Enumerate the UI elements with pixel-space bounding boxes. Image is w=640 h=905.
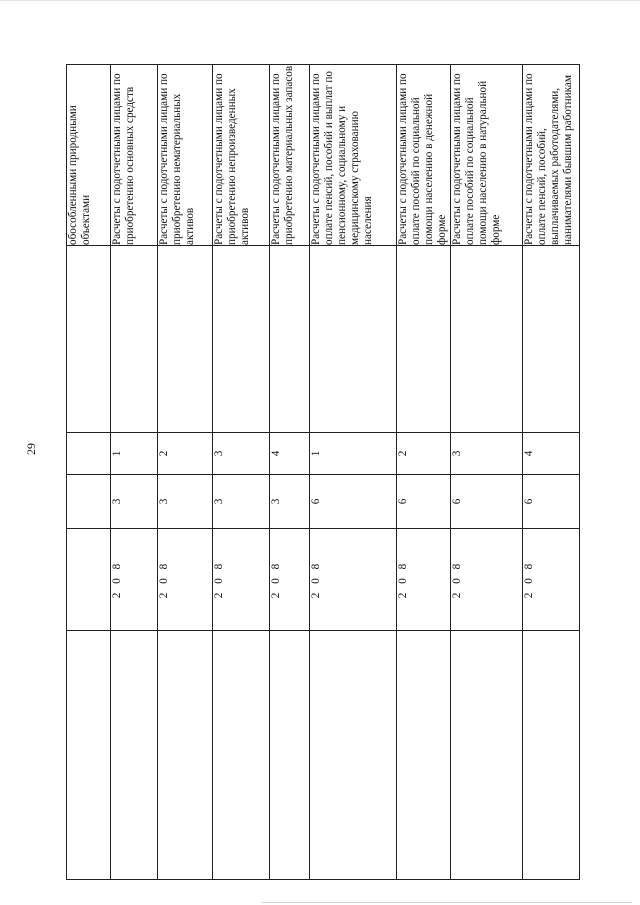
table-row: [213, 65, 270, 880]
account-cell: [158, 529, 213, 631]
account-description: Расчеты с подотчетными лицами по оплате пособий по социальной помощи населению в натуральной форме: [451, 73, 502, 245]
table-row: [111, 65, 158, 880]
blank-cell: [451, 631, 523, 880]
account-cell: [270, 529, 310, 631]
account-description: обособленными природными объектами: [67, 105, 92, 245]
account-description: Расчеты с подотчетными лицами по приобретению непроизведенных активов: [213, 73, 251, 245]
blank-cell: [270, 631, 310, 880]
account-cell: [111, 529, 158, 631]
table-row: [451, 65, 523, 880]
description-cell: [523, 65, 580, 246]
account-code: 2 0 8: [213, 560, 225, 599]
table-row: [310, 65, 397, 880]
account-code: 2 0 8: [270, 560, 282, 599]
blank-cell: [111, 631, 158, 880]
type-code-cell: 2: [158, 433, 213, 475]
blank-cell: [523, 246, 580, 433]
blank-cell: [67, 631, 111, 880]
group-code-cell: 6: [310, 475, 397, 529]
blank-cell: [310, 246, 397, 433]
account-cell: [451, 529, 523, 631]
description-cell: [158, 65, 213, 246]
blank-cell: [451, 246, 523, 433]
blank-cell: [397, 631, 451, 880]
type-code-cell: 4: [270, 433, 310, 475]
type-code-cell: 2: [397, 433, 451, 475]
type-code-cell: 3: [213, 433, 270, 475]
accounts-table: [66, 64, 580, 880]
type-code-cell: [67, 433, 111, 475]
blank-cell: [158, 631, 213, 880]
account-cell: [523, 529, 580, 631]
account-code: 2 0 8: [523, 560, 535, 599]
type-code-cell: 1: [111, 433, 158, 475]
description-cell: [270, 65, 310, 246]
account-description: Расчеты с подотчетными лицами по приобретению материальных запасов: [270, 65, 295, 245]
table-row: [158, 65, 213, 880]
account-cell: [213, 529, 270, 631]
group-code-cell: 6: [523, 475, 580, 529]
account-cell: [310, 529, 397, 631]
account-description: Расчеты с подотчетными лицами по оплате пособий по социальной помощи населению в денежной форме: [397, 73, 448, 245]
group-code-cell: 3: [111, 475, 158, 529]
page-number: 29: [24, 443, 38, 455]
type-code-cell: 3: [451, 433, 523, 475]
scan-edge-bottom: [262, 902, 632, 903]
account-description: Расчеты с подотчетными лицами по оплате пенсий, пособий, выплачиваемых работодателями, нанимателями бывшим работникам: [523, 73, 574, 245]
account-code: 2 0 8: [451, 560, 463, 599]
account-cell: [67, 529, 111, 631]
description-cell: [111, 65, 158, 246]
account-description: Расчеты с подотчетными лицами по приобретению нематериальных активов: [158, 73, 196, 245]
blank-cell: [310, 631, 397, 880]
blank-cell: [397, 246, 451, 433]
group-code-cell: 6: [397, 475, 451, 529]
account-code: 2 0 8: [397, 560, 409, 599]
account-cell: [397, 529, 451, 631]
description-cell: [397, 65, 451, 246]
group-code-cell: 6: [451, 475, 523, 529]
description-cell: [310, 65, 397, 246]
scan-edge-top: [0, 0, 640, 1]
type-code-cell: 1: [310, 433, 397, 475]
account-code: 2 0 8: [158, 560, 170, 599]
table-row: [67, 65, 111, 880]
type-code-cell: 4: [523, 433, 580, 475]
blank-cell: [213, 631, 270, 880]
table-row: [523, 65, 580, 880]
account-code: 2 0 8: [111, 560, 123, 599]
description-cell: [213, 65, 270, 246]
account-description: Расчеты с подотчетными лицами по оплате пенсий, пособий и выплат по пенсионному, социальному и медицинскому страхованию населения: [310, 71, 374, 245]
rotated-table-container: [66, 65, 574, 880]
group-code-cell: [67, 475, 111, 529]
blank-cell: [111, 246, 158, 433]
description-cell: [67, 65, 111, 246]
blank-cell: [67, 246, 111, 433]
blank-cell: [523, 631, 580, 880]
blank-cell: [158, 246, 213, 433]
group-code-cell: 3: [213, 475, 270, 529]
description-cell: [451, 65, 523, 246]
account-description: Расчеты с подотчетными лицами по приобретению основных средств: [111, 73, 136, 245]
table-row: [270, 65, 310, 880]
account-code: 2 0 8: [310, 560, 322, 599]
table-row: [397, 65, 451, 880]
blank-cell: [213, 246, 270, 433]
group-code-cell: 3: [270, 475, 310, 529]
group-code-cell: 3: [158, 475, 213, 529]
blank-cell: [270, 246, 310, 433]
